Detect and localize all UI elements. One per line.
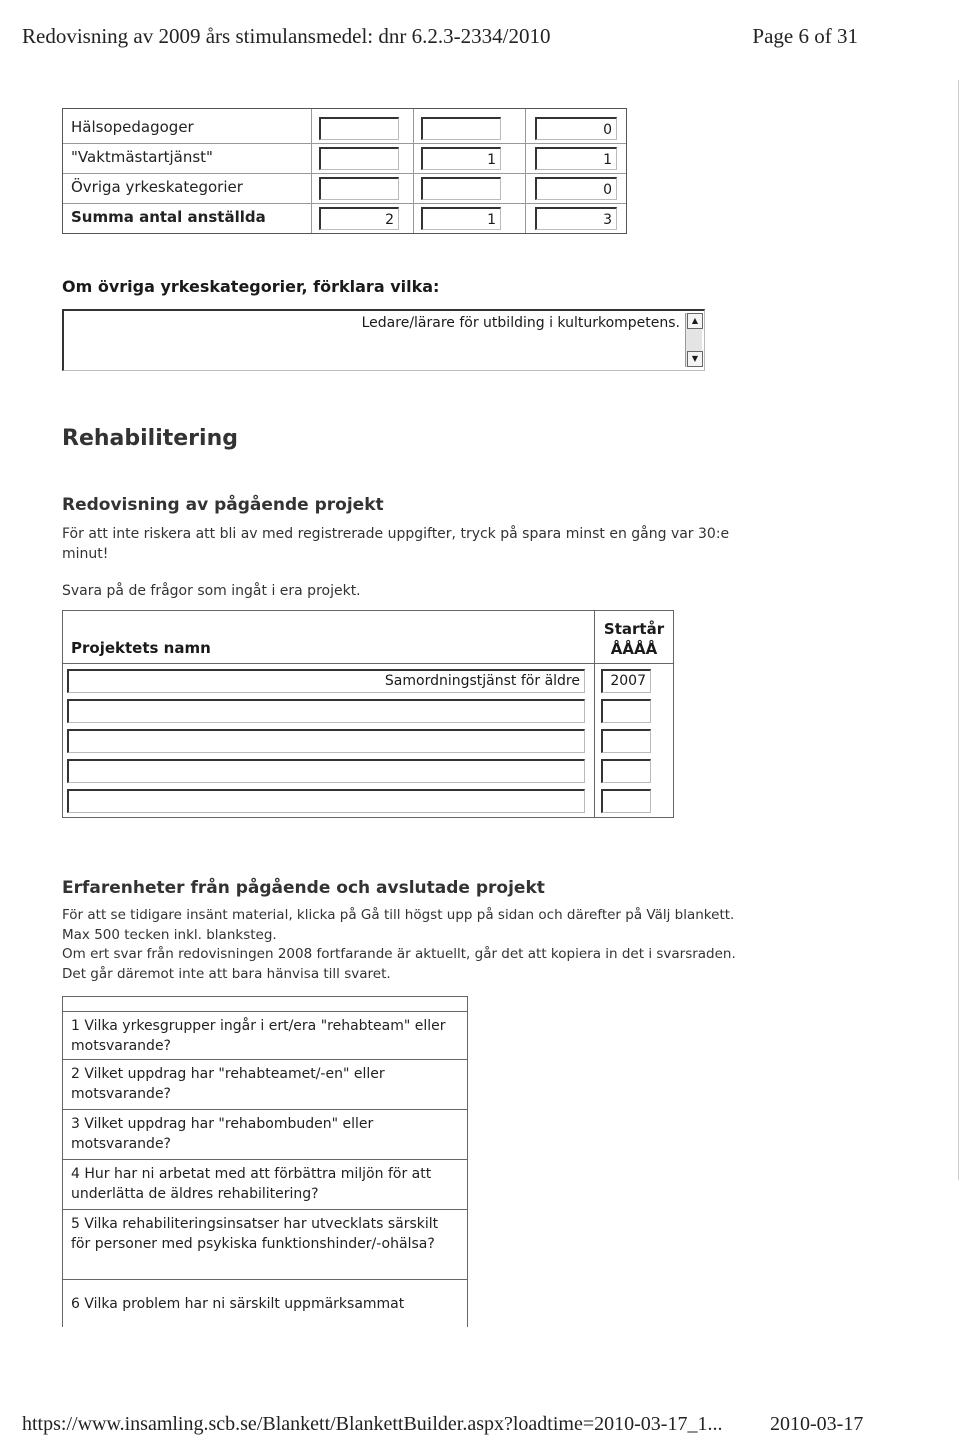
- project-year-input[interactable]: [601, 789, 651, 813]
- other-categories-label: Om övriga yrkeskategorier, förklara vilka:: [62, 277, 440, 296]
- footer-url: https://www.insamling.scb.se/Blankett/BlankettBuilder.aspx?loadtime=2010-03-17_1...: [22, 1413, 723, 1435]
- count-field[interactable]: [319, 177, 399, 200]
- ongoing-projects-title: Redovisning av pågående projekt: [62, 495, 384, 515]
- instruction-text: Max 500 tecken inkl. blanksteg.: [62, 926, 277, 943]
- table-row: [63, 173, 626, 204]
- start-year-format: ÅÅÅÅ: [610, 640, 658, 658]
- row-label: Hälsopedagoger: [71, 118, 194, 136]
- question-5: 5 Vilka rehabiliteringsinsatser har utvecklats särskilt för personer med psykiska funktionshinder/-ohälsa?: [63, 1209, 467, 1279]
- project-year-input[interactable]: [601, 729, 651, 753]
- experience-instructions: [62, 906, 922, 984]
- question-6: 6 Vilka problem har ni särskilt uppmärksammat: [63, 1279, 467, 1327]
- question-4: 4 Hur har ni arbetat med att förbättra miljön för att underlätta de äldres rehabilitering?: [63, 1159, 467, 1209]
- row-label: Summa antal anställda: [71, 208, 266, 226]
- scrollbar[interactable]: [685, 313, 702, 367]
- count-field[interactable]: 0: [535, 117, 617, 140]
- table-row-total: [63, 203, 626, 233]
- header-divider: [63, 663, 673, 664]
- staff-table: [62, 108, 627, 234]
- page-header-title: Redovisning av 2009 års stimulansmedel: dnr 6.2.3-2334/2010: [22, 24, 551, 48]
- table-row: [63, 143, 626, 174]
- textarea-value: Ledare/lärare för utbilding i kulturkompetens.: [361, 315, 680, 331]
- instruction-text: För att inte riskera att bli av med registrerade uppgifter, tryck på spara minst en gång var 30:e: [62, 526, 730, 542]
- count-field[interactable]: 0: [535, 177, 617, 200]
- count-field[interactable]: [421, 117, 501, 140]
- questions-table: [62, 996, 468, 1327]
- project-year-input[interactable]: 2007: [601, 669, 651, 693]
- project-year-input[interactable]: [601, 759, 651, 783]
- total-field: 1: [421, 207, 501, 230]
- count-field[interactable]: 1: [535, 147, 617, 170]
- answer-instruction: Svara på de frågor som ingåt i era projekt.: [62, 583, 361, 599]
- project-name-input[interactable]: [67, 729, 585, 753]
- scroll-down-icon[interactable]: ▼: [687, 351, 703, 367]
- footer-date: 2010-03-17: [770, 1413, 864, 1435]
- total-field: 3: [535, 207, 617, 230]
- section-title: Rehabilitering: [62, 426, 238, 451]
- scroll-up-icon[interactable]: ▲: [687, 313, 703, 329]
- question-1: 1 Vilka yrkesgrupper ingår i ert/era "rehabteam" eller motsvarande?: [63, 1011, 467, 1059]
- page-number: Page 6 of 31: [752, 24, 858, 48]
- column-divider: [594, 611, 595, 817]
- page-edge-line: [958, 80, 959, 1180]
- other-categories-textarea[interactable]: [62, 309, 705, 371]
- project-name-input[interactable]: [67, 699, 585, 723]
- experience-title: Erfarenheter från pågående och avslutade projekt: [62, 878, 545, 898]
- start-year-label: Startår: [603, 620, 665, 638]
- row-label: Övriga yrkeskategorier: [71, 178, 243, 196]
- instruction-text: minut!: [62, 546, 109, 562]
- count-field[interactable]: [319, 147, 399, 170]
- question-2: 2 Vilket uppdrag har "rehabteamet/-en" eller motsvarande?: [63, 1059, 467, 1109]
- question-3: 3 Vilket uppdrag har "rehabombuden" eller motsvarande?: [63, 1109, 467, 1159]
- count-field[interactable]: [421, 177, 501, 200]
- row-label: "Vaktmästartjänst": [71, 148, 213, 166]
- instruction-text: För att se tidigare insänt material, klicka på Gå till högst upp på sidan och därefter på Välj blankett.: [62, 907, 735, 923]
- column-header-start-year: [603, 619, 665, 659]
- instruction-text: Det går däremot inte att bara hänvisa till svaret.: [62, 965, 391, 982]
- project-name-input[interactable]: Samordningstjänst för äldre: [67, 669, 585, 693]
- save-instruction: [62, 524, 842, 564]
- instruction-text: Om ert svar från redovisningen 2008 fortfarande är aktuellt, går det att kopiera in det i svarsraden.: [62, 946, 736, 962]
- total-field: 2: [319, 207, 399, 230]
- column-header-project-name: Projektets namn: [71, 639, 211, 657]
- project-year-input[interactable]: [601, 699, 651, 723]
- projects-table: [62, 610, 674, 818]
- count-field[interactable]: [319, 117, 399, 140]
- table-row: [63, 113, 626, 144]
- project-name-input[interactable]: [67, 759, 585, 783]
- count-field[interactable]: 1: [421, 147, 501, 170]
- project-name-input[interactable]: [67, 789, 585, 813]
